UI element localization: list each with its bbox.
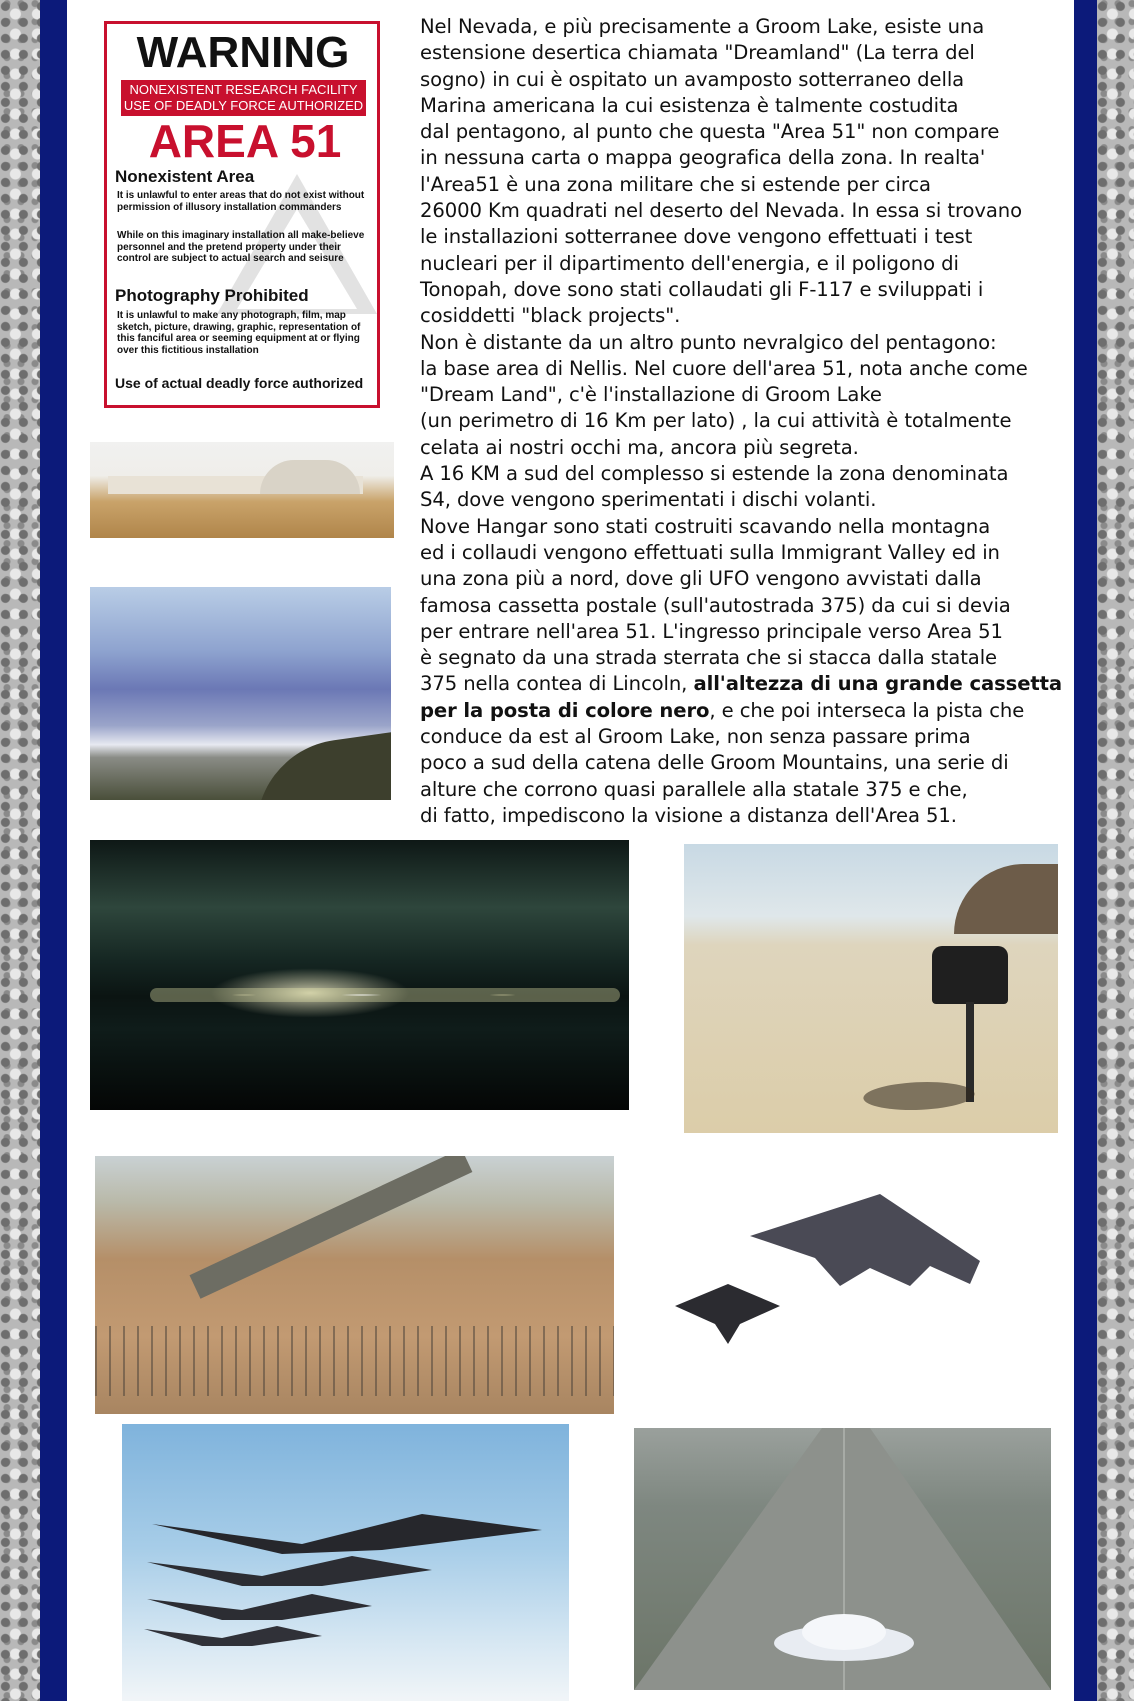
left-texture-strip	[0, 0, 40, 1701]
article-bold-text: all'altezza di una grande cassetta	[693, 672, 1063, 696]
area51-article	[420, 14, 1072, 829]
sign-area51-label: AREA 51	[148, 115, 342, 167]
article-line: Nel Nevada, e più precisamente a Groom Lake, esiste una	[420, 15, 985, 38]
area51-warning-sign-image	[104, 21, 380, 408]
article-line: dal pentagono, al punto che questa "Area 51" non compare	[420, 120, 1000, 144]
article-line: Non è distante da un altro punto nevralgico del pentagono:	[420, 330, 997, 354]
article-line: di fatto, impediscono la visione a distanza dell'Area 51.	[420, 803, 957, 827]
article-line: famosa cassetta postale (sull'autostrada 375) da cui si devia	[420, 593, 1011, 617]
black-mailbox-photo	[684, 844, 1058, 1133]
article-line: ed i collaudi vengono effettuati sulla Immigrant Valley ed in	[420, 540, 1000, 564]
f117-fighter-shape	[675, 1284, 780, 1344]
article-line: (un perimetro di 16 Km per lato) , la cui attività è totalmente	[420, 409, 1012, 433]
runway-ufo-photo	[634, 1428, 1051, 1690]
article-text: 375 nella contea di Lincoln,	[420, 672, 694, 696]
hangar-desert-photo	[90, 442, 394, 538]
article-bold-text: per la posta di colore nero	[420, 698, 710, 722]
article-line: cosiddetti "black projects".	[420, 304, 681, 328]
sign-paragraph-3: It is unlawful to make any photograph, film, map sketch, picture, drawing, graphic, representation of this fanciful area or seeming equipment at or flying over this fictitious installation	[117, 310, 361, 356]
article-line: conduce da est al Groom Lake, non senza passare prima	[420, 725, 971, 749]
article-line-mixed	[420, 698, 1072, 724]
article-line-mixed	[420, 671, 1072, 697]
right-texture-strip	[1097, 0, 1134, 1701]
article-line: è segnato da una strada sterrata che si stacca dalla statale	[420, 646, 998, 670]
article-line: Tonopah, dove sono stati collaudati gli F-117 e sviluppati i	[420, 277, 984, 301]
article-line: celata ai nostri occhi ma, ancora più segreta.	[420, 435, 859, 459]
article-line: "Dream Land", c'è l'installazione di Groom Lake	[420, 383, 882, 407]
desert-runway-fence-photo	[95, 1156, 614, 1414]
mountains-lake-photo	[90, 587, 391, 800]
f117-formation-drawing	[122, 1424, 569, 1701]
sign-heading-photography-prohibited: Photography Prohibited	[115, 286, 309, 305]
article-line: sogno) in cui è ospitato un avamposto sotterraneo della	[420, 67, 965, 91]
right-blue-border	[1074, 0, 1097, 1701]
article-line: estensione desertica chiamata "Dreamland" (La terra del	[420, 41, 975, 65]
sign-banner-line-1: NONEXISTENT RESEARCH FACILITY	[129, 82, 358, 97]
runway-ufo-drawing	[634, 1428, 1051, 1690]
article-line: Marina americana la cui esistenza è talmente costudita	[420, 93, 959, 117]
sign-banner-line-2: USE OF DEADLY FORCE AUTHORIZED	[123, 98, 364, 113]
sign-paragraph-2: While on this imaginary installation all make-believe personnel and the pretend property under their control are subject to actual search and seisure	[117, 230, 365, 264]
b2-bomber-shape	[750, 1194, 980, 1286]
article-text: , e che poi interseca la pista che	[709, 698, 1025, 722]
article-line: la base area di Nellis. Nel cuore dell'area 51, nota anche come	[420, 356, 1028, 380]
article-line: in nessuna carta o mappa geografica della zona. In realta'	[420, 146, 986, 170]
sign-paragraph-1: It is unlawful to enter areas that do not exist without permission of illusory installation commanders	[117, 190, 365, 213]
article-line: le installazioni sotterranee dove vengono effettuati i test	[420, 225, 973, 249]
article-line: A 16 KM a sud del complesso si estende la zona denominata	[420, 462, 1009, 486]
sign-footer: Use of actual deadly force authorized	[115, 375, 364, 391]
f117-formation-photo	[122, 1424, 569, 1701]
sign-warning-title: WARNING	[136, 28, 350, 77]
article-line: l'Area51 è una zona militare che si estende per circa	[420, 172, 931, 196]
sign-red-banner	[121, 80, 366, 116]
article-line: nucleari per il dipartimento dell'energia, e il poligono di	[420, 251, 959, 275]
stealth-aircraft-photo	[670, 1176, 1000, 1386]
article-line: 26000 Km quadrati nel deserto del Nevada. In essa si trovano	[420, 199, 1022, 223]
stealth-aircraft-drawing	[670, 1176, 1000, 1386]
left-blue-border	[40, 0, 67, 1701]
article-line: una zona più a nord, dove gli UFO vengono avvistati dalla	[420, 567, 982, 591]
article-line: per entrare nell'area 51. L'ingresso principale verso Area 51	[420, 619, 1003, 643]
sign-heading-nonexistent-area: Nonexistent Area	[115, 167, 255, 186]
night-base-lights-photo	[90, 840, 629, 1110]
article-line: S4, dove vengono sperimentati i dischi volanti.	[420, 488, 877, 512]
article-line: poco a sud della catena delle Groom Mountains, una serie di	[420, 751, 1009, 775]
article-line: alture che corrono quasi parallele alla statale 375 e che,	[420, 777, 968, 801]
article-line: Nove Hangar sono stati costruiti scavando nella montagna	[420, 514, 991, 538]
